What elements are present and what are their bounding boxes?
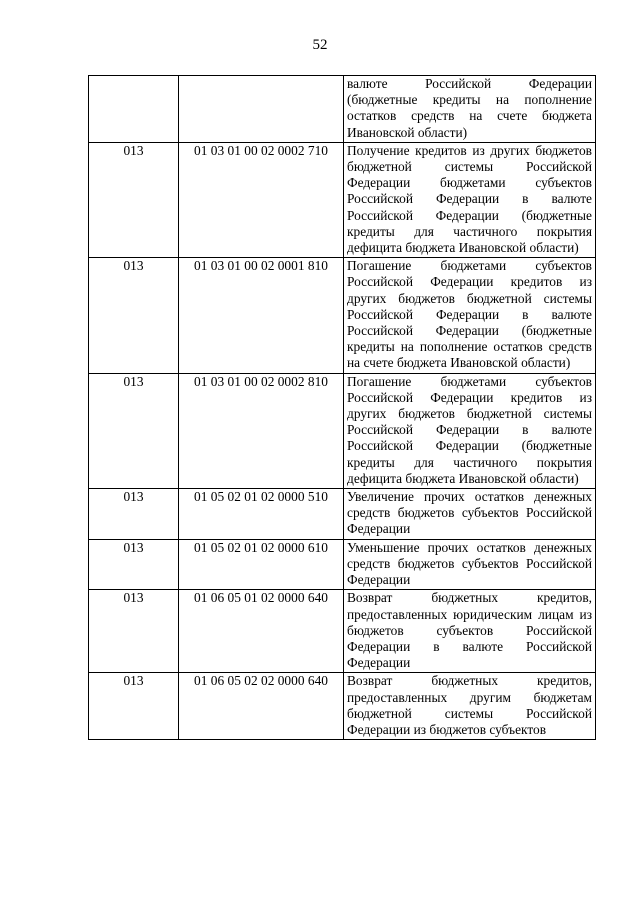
description-cell: Возврат бюджетных кредитов, предоставленных другим бюджетам бюджетной системы Российской Федерации из бюджетов субъектов [344, 673, 596, 740]
admin-code-cell: 013 [89, 142, 179, 257]
description-cell: Получение кредитов из других бюджетов бюджетной системы Российской Федерации бюджетами субъектов Российской Федерации в валюте Российской Федерации (бюджетные кредиты для частичного покрытия дефицита бюджета Ивановской области) [344, 142, 596, 257]
page-number: 52 [312, 37, 328, 53]
budget-code-cell: 01 06 05 02 02 0000 640 [179, 673, 344, 740]
description-cell: Увеличение прочих остатков денежных средств бюджетов субъектов Российской Федерации [344, 489, 596, 540]
budget-code-cell [179, 76, 344, 143]
admin-code-cell: 013 [89, 539, 179, 590]
table-row [89, 258, 596, 373]
description-cell: Возврат бюджетных кредитов, предоставленных юридическим лицам из бюджетов субъектов Российской Федерации в валюте Российской Федерации [344, 590, 596, 673]
description-cell: Уменьшение прочих остатков денежных средств бюджетов субъектов Российской Федерации [344, 539, 596, 590]
table-row [89, 489, 596, 540]
description-cell: валюте Российской Федерации (бюджетные кредиты на пополнение остатков средств на счете бюджета Ивановской области) [344, 76, 596, 143]
table-row [89, 539, 596, 590]
budget-code-cell: 01 05 02 01 02 0000 610 [179, 539, 344, 590]
admin-code-cell: 013 [89, 258, 179, 373]
description-cell: Погашение бюджетами субъектов Российской Федерации кредитов из других бюджетов бюджетной системы Российской Федерации в валюте Российской Федерации (бюджетные кредиты на пополнение остатков средств на счете бюджета Ивановской области) [344, 258, 596, 373]
admin-code-cell: 013 [89, 590, 179, 673]
budget-code-cell: 01 06 05 01 02 0000 640 [179, 590, 344, 673]
budget-code-cell: 01 05 02 01 02 0000 510 [179, 489, 344, 540]
table-row [89, 590, 596, 673]
budget-code-cell: 01 03 01 00 02 0002 710 [179, 142, 344, 257]
table-row [89, 373, 596, 488]
budget-sources-table [88, 75, 596, 740]
admin-code-cell [89, 76, 179, 143]
table-row [89, 76, 596, 143]
table-row [89, 673, 596, 740]
admin-code-cell: 013 [89, 489, 179, 540]
admin-code-cell: 013 [89, 673, 179, 740]
admin-code-cell: 013 [89, 373, 179, 488]
budget-code-cell: 01 03 01 00 02 0001 810 [179, 258, 344, 373]
table-row [89, 142, 596, 257]
budget-code-cell: 01 03 01 00 02 0002 810 [179, 373, 344, 488]
description-cell: Погашение бюджетами субъектов Российской Федерации кредитов из других бюджетов бюджетной системы Российской Федерации в валюте Российской Федерации (бюджетные кредиты для частичного покрытия дефицита бюджета Ивановской области) [344, 373, 596, 488]
